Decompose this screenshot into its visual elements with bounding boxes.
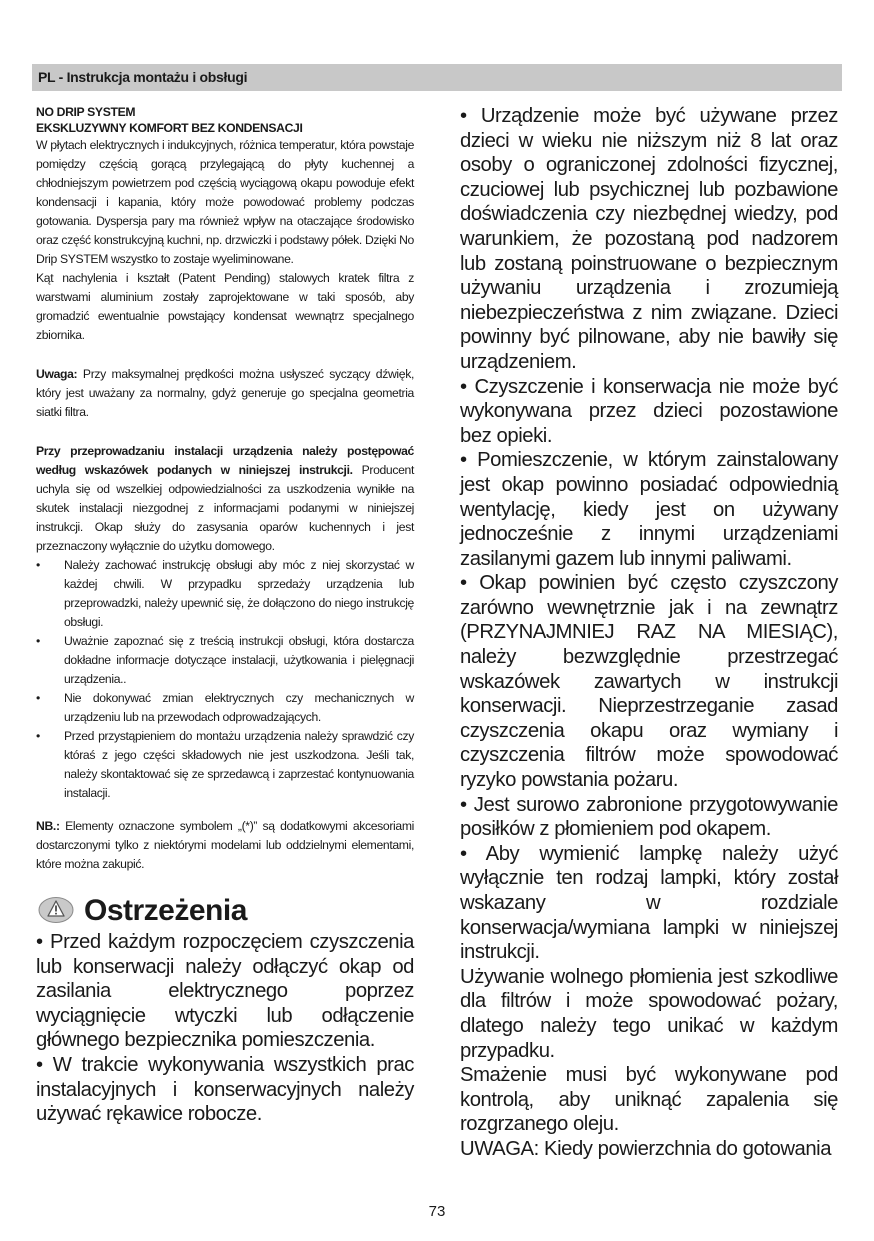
left-column	[36, 104, 414, 1127]
drip-system-paragraph-2: Kąt nachylenia i kształt (Patent Pending) stalowych kratek filtra z warstwami aluminium zostały zaprojektowane w taki sposób, aby gromadzić ewentualnie powstający kondensat wewnątrz specjalnego zbiornika.	[36, 271, 414, 342]
warning-paragraph-1: • Przed każdym rozpoczęciem czyszczenia lub konserwacji należy odłączyć okap od zasilania elektrycznego poprzez wyciągnięcie wtyczki lub odłączenie głównego bezpiecznika pomieszczenia.	[36, 931, 414, 1052]
uwaga-label: Uwaga:	[36, 367, 78, 381]
safety-paragraph: Używanie wolnego płomienia jest szkodliwe dla filtrów i może spowodować pożary, dlatego należy tego unikać w każdym przypadku.	[460, 965, 838, 1062]
safety-paragraph: • Okap powinien być często czyszczony zarówno wewnętrznie jak i na zewnątrz (PRZYNAJMNIEJ RAZ NA MIESIĄC), należy bezwzględnie przestrzegać wskazówek zawartych w instrukcji konserwacji. Nieprzestrzeganie zasad czyszczenia okapu oraz wymiany i czyszczenia filtrów może spowodować ryzyko powstania pożaru.	[460, 572, 838, 792]
warnings-heading	[36, 890, 414, 930]
uwaga-text: Przy maksymalnej prędkości można usłyszeć syczący dźwięk, który jest uważany za normalny, gdyż generuje go specjalna geometria siatki filtra.	[36, 367, 414, 419]
safety-paragraph: UWAGA: Kiedy powierzchnia do gotowania	[460, 1137, 832, 1160]
installation-text: Producent uchyla się od wszelkiej odpowiedzialności za uszkodzenia wynikłe na skutek instalacji niezgodnej z informacjami podanymi w niniejszej instrukcji. Okap służy do zasysania oparów kuchennych i jest przeznaczony wyłącznie do użytku domowego.	[36, 463, 414, 553]
instruction-list	[36, 556, 414, 803]
safety-paragraph: • Aby wymienić lampkę należy użyć wyłącznie ten rodzaj lampki, który został wskazany w rozdziale konserwacja/wymiana lampki w niniejszej instrukcji.	[460, 842, 838, 964]
nb-note	[36, 817, 414, 874]
safety-paragraph: Smażenie musi być wykonywane pod kontrolą, aby uniknąć zapalenia się rozgrzanego oleju.	[460, 1064, 838, 1136]
list-item: • Należy zachować instrukcję obsługi aby móc z niej skorzystać w każdej chwili. W przypadku sprzedaży urządzenia lub przeprowadzki, należy upewnić się, że dołączono do niego instrukcję obsługi.	[36, 556, 414, 632]
drip-system-title: NO DRIP SYSTEM	[36, 105, 136, 119]
warnings-title: Ostrzeżenia	[84, 893, 247, 927]
list-item: • Nie dokonywać zmian elektrycznych czy mechanicznych w urządzeniu lub na przewodach odprowadzających.	[36, 689, 414, 727]
page-number: 73	[428, 1203, 446, 1220]
section-title: PL - Instrukcja montażu i obsługi	[38, 69, 248, 85]
safety-paragraph: • Jest surowo zabronione przygotowywanie posiłków z płomieniem pod okapem.	[460, 793, 838, 841]
section-header-bar	[32, 64, 842, 91]
installation-bold-text: Przy przeprowadzaniu instalacji urządzenia należy postępować według wskazówek podanych w niniejszej instrukcji.	[36, 444, 414, 477]
drip-system-subtitle: EKSKLUZYWNY KOMFORT BEZ KONDENSACJI	[36, 121, 303, 135]
installation-paragraph	[36, 442, 414, 556]
uwaga-note	[36, 365, 414, 422]
safety-paragraph: • Czyszczenie i konserwacja nie może być wykonywana przez dzieci pozostawione bez opieki.	[460, 375, 838, 447]
list-item: • Przed przystąpieniem do montażu urządzenia należy sprawdzić czy któraś z jego części składowych nie jest uszkodzona. Jeśli tak, należy skontaktować się ze sprzedawcą i zaprzestać kontynuowania instalacji.	[36, 727, 414, 803]
warnings-text	[36, 930, 414, 1127]
nb-label: NB.:	[36, 819, 60, 833]
safety-paragraph: • Urządzenie może być używane przez dzieci w wieku nie niższym niż 8 lat oraz osoby o ograniczonej zdolności fizycznej, czuciowej lub psychicznej lub pozbawione doświadczenia czy niezbędnej wiedzy, pod warunkiem, że pozostaną pod nadzorem lub zostaną poinstruowane o bezpiecznym używaniu urządzenia i zrozumieją niebezpieczeństwa z nim związane. Dzieci powinny być pilnowane, aby nie bawiły się urządzeniem.	[460, 105, 838, 373]
list-item: • Uważnie zapoznać się z treścią instrukcji obsługi, która dostarcza dokładne informacje dotyczące instalacji, użytkowania i pielęgnacji urządzenia..	[36, 632, 414, 689]
warning-paragraph-2: • W trakcie wykonywania wszystkich prac instalacyjnych i konserwacyjnych należy używać rękawice robocze.	[36, 1053, 414, 1126]
drip-system-paragraph-1: W płytach elektrycznych i indukcyjnych, różnica temperatur, która powstaje pomiędzy częścią gorącą przylegającą do płyty kuchennej a chłodniejszym powietrzem pod częścią wyciągową okapu powoduje efekt kondensacji i kapania, który może powodować problemy podczas gotowania. Dyspersja pary ma również wpływ na otaczające środowisko oraz część konstrukcyjną kuchni, np. drzwiczki i podstawy półek. Dzięki No Drip SYSTEM wszystko to zostaje wyeliminowane.	[36, 138, 414, 266]
nb-text: Elementy oznaczone symbolem „(*)” są dodatkowymi akcesoriami dostarczonymi tylko z niektórymi modelami lub oddzielnymi elementami, które można zakupić.	[36, 819, 414, 871]
safety-paragraph: • Pomieszczenie, w którym zainstalowany jest okap powinno posiadać odpowiednią wentylację, kiedy jest on używany jednocześnie z innymi urządzeniami zasilanymi gazem lub innymi paliwami.	[460, 449, 838, 570]
warning-icon	[38, 896, 74, 924]
right-column	[460, 104, 838, 1162]
